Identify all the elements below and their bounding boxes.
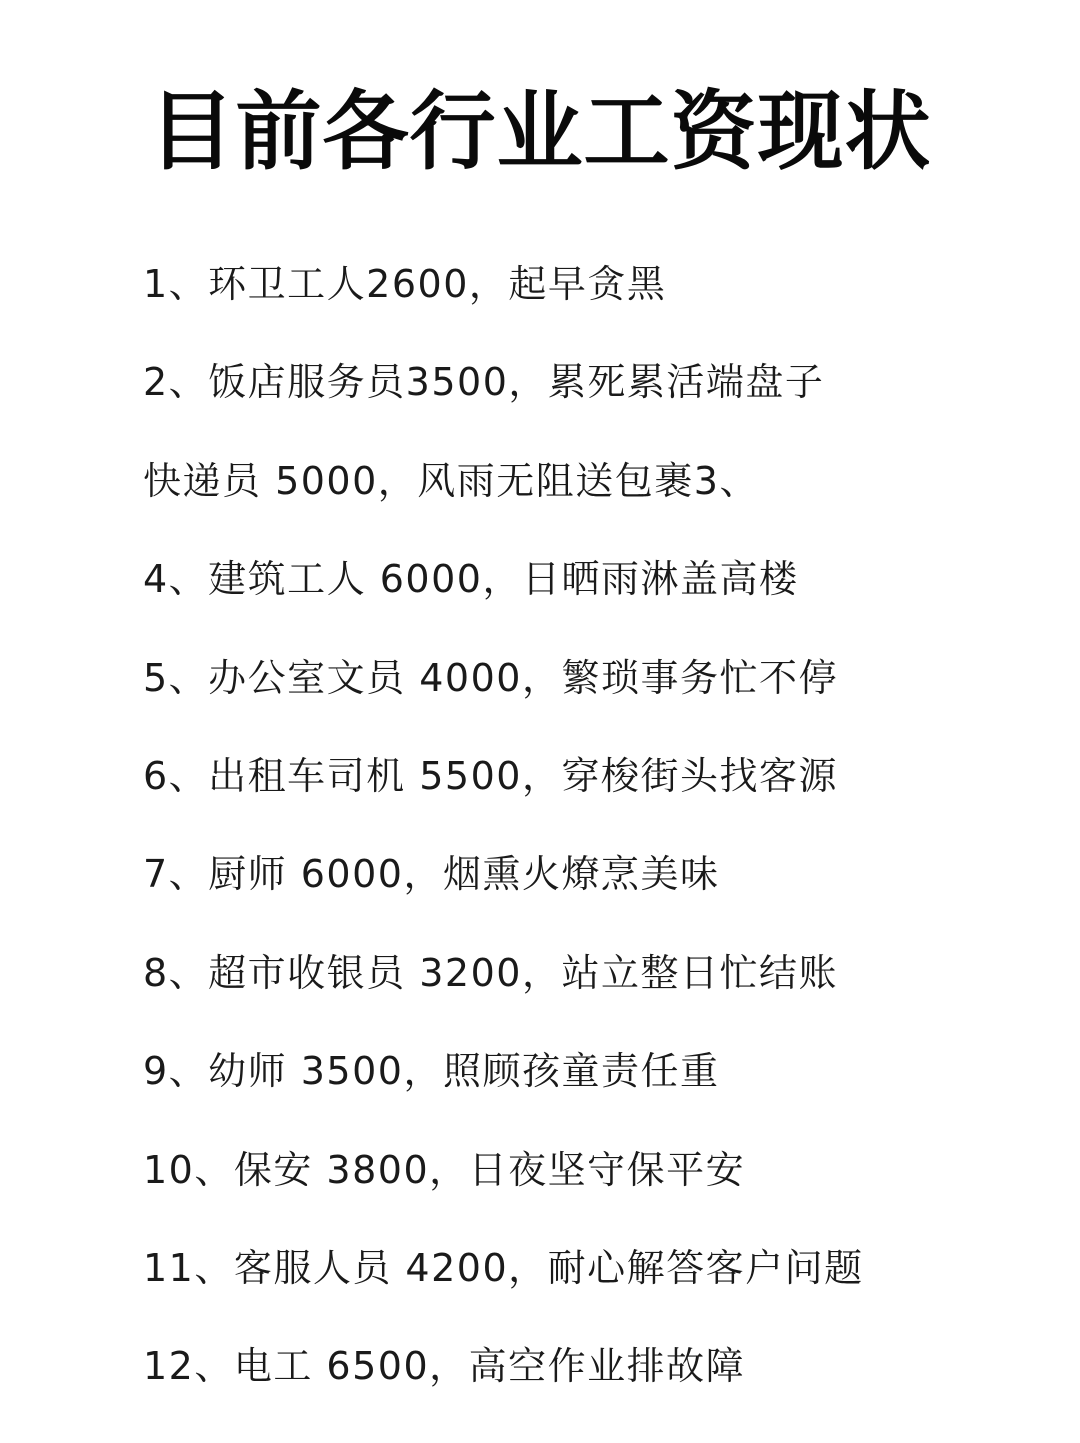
list-item: 2、饭店服务员3500，累死累活端盘子 [143,360,825,405]
list-item: 5、办公室文员 4000，繁琐事务忙不停 [143,655,838,700]
list-item: 1、环卫工人2600，起早贪黑 [143,262,667,306]
list-item: 9、幼师 3500，照顾孩童责任重 [143,1049,720,1094]
list-item: 6、出租车司机 5500，穿梭街头找客源 [143,753,838,798]
list-item: 10、保安 3800，日夜坚守保平安 [143,1147,746,1192]
salary-list [143,252,1043,1433]
list-item: 7、厨师 6000，烟熏火燎烹美味 [143,852,720,897]
list-item: 12、电工 6500，高空作业排故障 [143,1344,746,1389]
page-title: 目前各行业工资现状 [148,82,932,182]
list-item: 快递员 5000，风雨无阻送包裹3、 [143,458,759,503]
list-item: 8、超市收银员 3200，站立整日忙结账 [143,950,838,995]
list-item: 4、建筑工人 6000，日晒雨淋盖高楼 [143,557,799,602]
list-item: 11、客服人员 4200，耐心解答客户问题 [143,1245,864,1290]
